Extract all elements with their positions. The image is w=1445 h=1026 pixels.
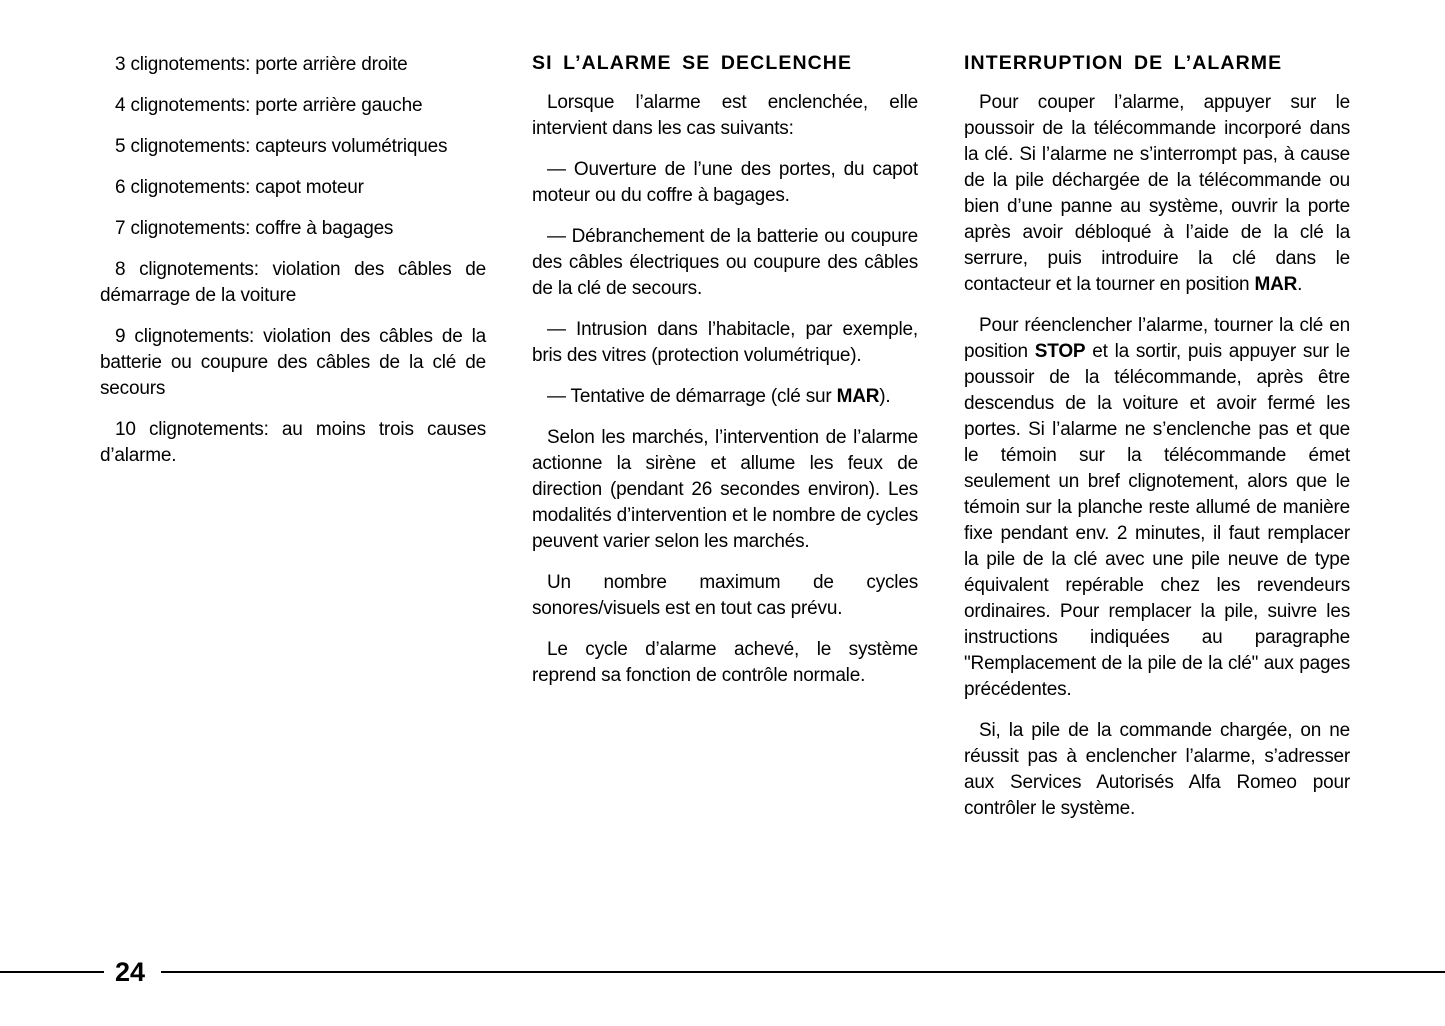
paragraph xyxy=(100,52,486,78)
paragraph xyxy=(100,134,486,160)
text-run: Le cycle d’alarme achevé, le système reprend sa fonction de contrôle normale. xyxy=(532,639,918,686)
paragraph xyxy=(964,313,1350,703)
text-run: — Ouverture de l’une des portes, du capot moteur ou du coffre à bagages. xyxy=(532,159,918,206)
section-heading-right: INTERRUPTION DE L’ALARME xyxy=(964,52,1283,74)
text-run: 9 clignotements: violation des câbles de la batterie ou coupure des câbles de la clé de secours xyxy=(100,326,486,399)
column-right xyxy=(964,52,1350,837)
text-run: — Intrusion dans l’habitacle, par exemple, bris des vitres (protection volumétrique). xyxy=(532,319,918,366)
paragraph xyxy=(100,417,486,469)
text-run: Si, la pile de la commande chargée, on ne réussit pas à enclencher l’alarme, s’adresser aux Services Autorisés Alfa Romeo pour contrôler le système. xyxy=(964,720,1350,819)
text-run: et la sortir, puis appuyer sur le poussoir de la télécommande, après être descendus de la voiture et avoir fermé les portes. Si l’alarme ne s’enclenche pas et que le témoin sur la télécommande émet seulement un bref clignotement, alors que le témoin sur la planche reste allumé de manière fixe pendant env. 2 minutes, il faut remplacer la pile de la clé avec une pile neuve de type équivalent repérable chez les revendeurs ordinaires. Pour remplacer la pile, suivre les instructions indiquées au paragraphe "Remplacement de la pile de la clé" aux pages précédentes. xyxy=(964,341,1350,700)
text-run: ). xyxy=(879,386,891,407)
paragraph xyxy=(100,93,486,119)
text-run: 3 clignotements: porte arrière droite xyxy=(115,54,408,75)
bold-text-run: MAR xyxy=(836,386,880,407)
text-run: Pour réenclencher l’alarme, tourner la clé en position xyxy=(964,315,1350,362)
paragraph xyxy=(532,384,918,410)
text-run: — Débranchement de la batterie ou coupure des câbles électriques ou coupure des câbles de la clé de secours. xyxy=(532,226,918,299)
paragraph xyxy=(100,324,486,402)
column-middle xyxy=(532,52,918,837)
text-run: 7 clignotements: coffre à bagages xyxy=(115,218,394,239)
text-run: 10 clignotements: au moins trois causes d’alarme. xyxy=(100,419,486,466)
paragraph xyxy=(964,90,1350,298)
page-number: 24 xyxy=(115,957,146,987)
text-run: 4 clignotements: porte arrière gauche xyxy=(115,95,423,116)
paragraph xyxy=(532,90,918,142)
footer-rule-left xyxy=(0,971,104,973)
paragraph xyxy=(100,175,486,201)
paragraph xyxy=(964,718,1350,822)
text-run: Pour couper l’alarme, appuyer sur le poussoir de la télécommande incorporé dans la clé. Si l’alarme ne s’interrompt pas, à cause de la pile déchargée de la télécommande ou bien d’une panne au système, ouvrir la porte après avoir débloqué à l’aide de la clé la serrure, puis introduire la clé dans le contacteur et la tourner en position xyxy=(964,92,1350,295)
column-left xyxy=(100,52,486,837)
footer-rule-right xyxy=(161,971,1445,973)
content-columns xyxy=(100,52,1350,837)
text-run: . xyxy=(1297,274,1303,295)
text-run: 8 clignotements: violation des câbles de démarrage de la voiture xyxy=(100,259,486,306)
paragraph xyxy=(100,257,486,309)
paragraph xyxy=(532,637,918,689)
paragraph xyxy=(532,317,918,369)
text-run: Lorsque l’alarme est enclenchée, elle intervient dans les cas suivants: xyxy=(532,92,918,139)
paragraph xyxy=(532,224,918,302)
bold-text-run: STOP xyxy=(1034,341,1086,362)
bold-text-run: MAR xyxy=(1254,274,1298,295)
paragraph xyxy=(532,157,918,209)
paragraph xyxy=(532,570,918,622)
section-heading-middle: SI L’ALARME SE DECLENCHE xyxy=(532,52,853,74)
text-run: 5 clignotements: capteurs volumétriques xyxy=(115,136,448,157)
text-run: Selon les marchés, l’intervention de l’alarme actionne la sirène et allume les feux de direction (pendant 26 secondes environ). Les modalités d’intervention et le nombre de cycles peuvent varier selon les marchés. xyxy=(532,427,918,552)
text-run: 6 clignotements: capot moteur xyxy=(115,177,364,198)
paragraph xyxy=(532,425,918,555)
text-run: — Tentative de démarrage (clé sur xyxy=(547,386,837,407)
paragraph xyxy=(100,216,486,242)
text-run: Un nombre maximum de cycles sonores/visuels est en tout cas prévu. xyxy=(532,572,918,619)
page-footer xyxy=(0,956,1445,988)
